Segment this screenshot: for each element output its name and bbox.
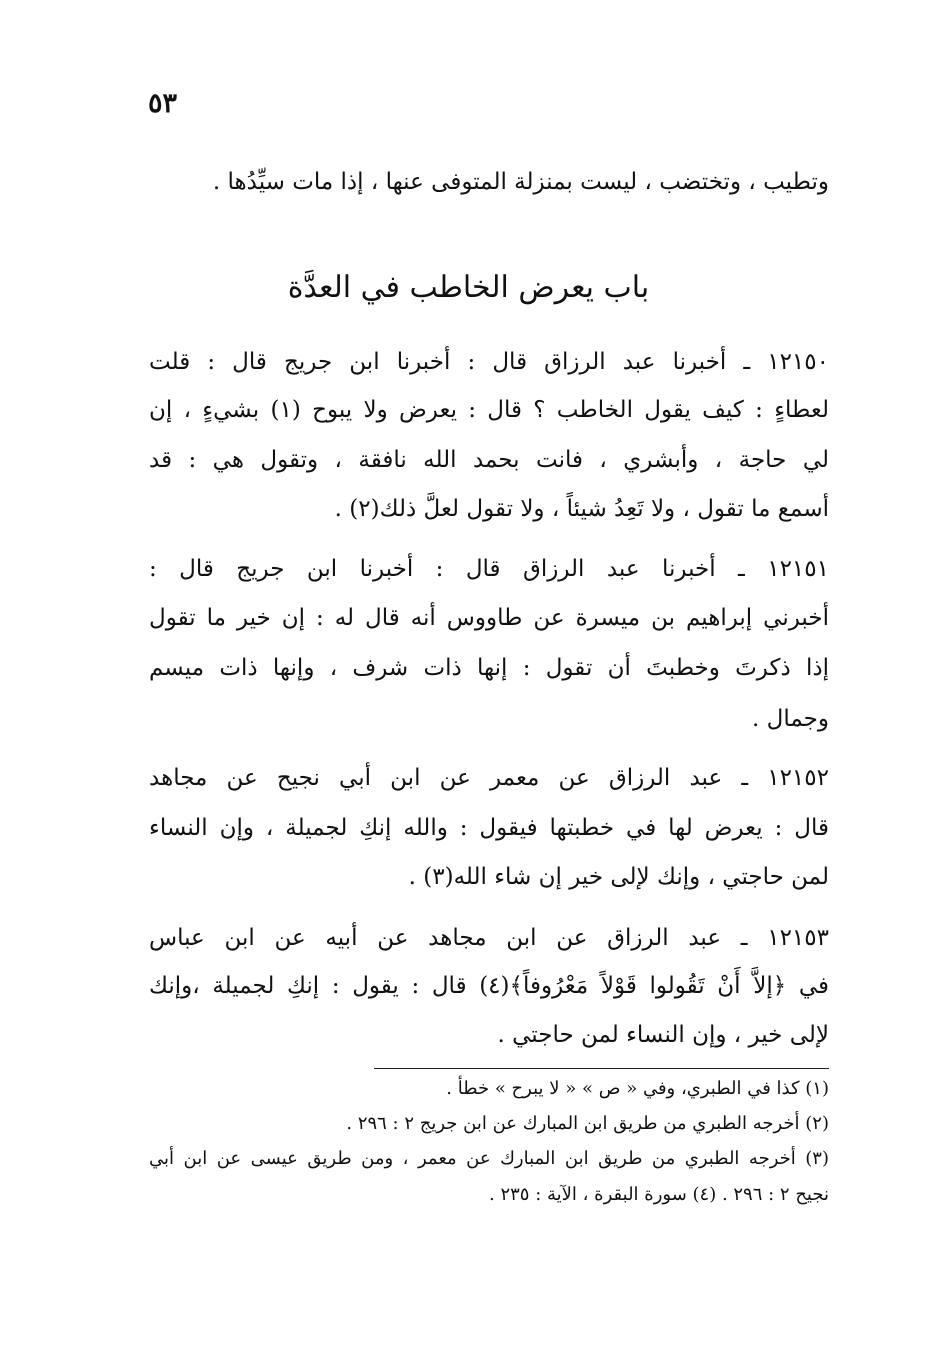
paragraph-line: ١٢١٥٣ ـ عبد الرزاق عن ابن مجاهد عن أبيه عن ابن عباس: [149, 925, 829, 951]
footnote: (٢) أخرجه الطبري من طريق ابن المبارك عن ابن جريج ٢ : ٢٩٦ .: [346, 1113, 829, 1134]
footnote-divider: [374, 1068, 829, 1069]
chapter-heading: باب يعرض الخاطب في العدَّة: [287, 270, 650, 305]
paragraph-line: أخبرني إبراهيم بن ميسرة عن طاووس أنه قال له : إن خير ما تقول: [149, 605, 829, 631]
paragraph-line: لعطاءٍ : كيف يقول الخاطب ؟ قال : يعرض ولا يبوح (١) بشيءٍ ، إن: [149, 397, 829, 423]
paragraph-line: وجمال .: [752, 706, 829, 732]
footnote: نجيح ٢ : ٢٩٦ . (٤) سورة البقرة ، الآية : ٢٣٥ .: [489, 1184, 829, 1205]
paragraph-line: ١٢١٥٢ ـ عبد الرزاق عن معمر عن ابن أبي نجيح عن مجاهد: [149, 765, 829, 791]
continuation-line: وتطيب ، وتختضب ، ليست بمنزلة المتوفى عنها ، إذا مات سيِّدُها .: [212, 169, 829, 195]
paragraph-line: قال : يعرض لها في خطبتها فيقول : والله إنكِ لجميلة ، وإن النساء: [149, 815, 830, 841]
paragraph-line: أسمع ما تقول ، ولا تَعِدُ شيئاً ، ولا تقول لعلَّ ذلك(٢) .: [334, 496, 829, 522]
paragraph-line: لي حاجة ، وأبشري ، فانت بحمد الله نافقة ، وتقول هي : قد: [149, 447, 829, 473]
footnote: (٣) أخرجه الطبري من طريق ابن المبارك عن معمر ، ومن طريق عيسى عن ابن أبي: [149, 1148, 829, 1169]
paragraph-line: لإلى خير ، وإن النساء لمن حاجتي .: [497, 1022, 829, 1048]
paragraph-line: لمن حاجتي ، وإنك لإلى خير إن شاء الله(٣) .: [408, 864, 829, 890]
page-number: ٥٣: [148, 88, 178, 119]
paragraph-line: ١٢١٥٠ ـ أخبرنا عبد الرزاق قال : أخبرنا ابن جريج قال : قلت: [149, 349, 829, 375]
paragraph-line: إذا ذكرتَ وخطبتَ أن تقول : إنها ذات شرف ، وإنها ذات ميسم: [149, 655, 829, 681]
paragraph-line: ١٢١٥١ ـ أخبرنا عبد الرزاق قال : أخبرنا ابن جريج قال :: [149, 556, 829, 582]
footnote: (١) كذا في الطبري، وفي « ص » « لا يبرح » خطأ .: [446, 1078, 829, 1099]
paragraph-line: في ﴿إلاَّ أَنْ تَقُولوا قَوْلاً مَعْرُوفاً﴾(٤) قال : يقول : إنكِ لجميلة ،وإنك: [149, 973, 829, 999]
